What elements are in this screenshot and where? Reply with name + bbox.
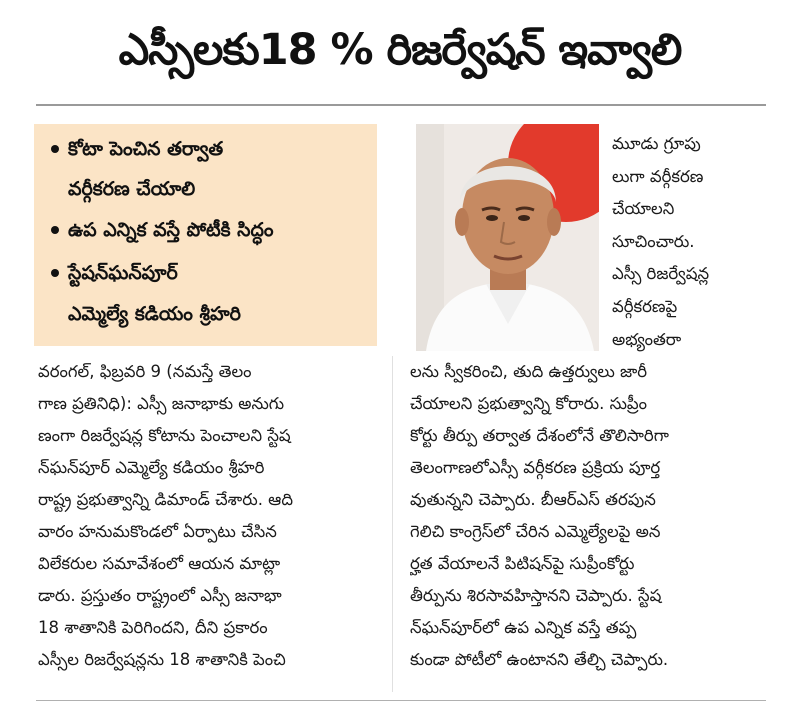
- text-line: చేయాలని: [612, 199, 675, 219]
- right-top-column: [612, 128, 762, 356]
- left-column: [38, 356, 376, 676]
- text-line: ణంగా రిజర్వేషన్ల కోటాను పెంచాలని స్టేష: [38, 426, 291, 445]
- text-line: వుతున్నని చెప్పారు. బీఆర్ఎస్ తరపున: [410, 490, 656, 509]
- highlights-box: [34, 124, 377, 346]
- portrait-photo: [416, 124, 599, 351]
- text-line: లను స్వీకరించి, తుది ఉత్తర్వులు జారీ: [410, 362, 648, 381]
- highlight-item: స్టేషన్‌ఘన్‌పూర్: [54, 260, 178, 286]
- text-line: ఎస్సీ రిజర్వేషన్ల: [612, 264, 710, 284]
- highlight-item: ఉప ఎన్నిక వస్తే పోటీకి సిద్ధం: [54, 217, 274, 243]
- highlight-item-continued: ఎమ్మెల్యే కడియం శ్రీహరి: [68, 303, 241, 325]
- text-line: రాష్ట్ర ప్రభుత్వాన్ని డిమాండ్ చేశారు. ఆది: [38, 490, 293, 509]
- headline-rule: [36, 104, 766, 106]
- text-line: న్‌ఘన్‌పూర్ ఎమ్మెల్యే కడియం శ్రీహరి: [38, 458, 265, 477]
- bullet-icon: [51, 145, 59, 153]
- text-line: కుండా పోటీలో ఉంటానని తేల్చి చెప్పారు.: [410, 650, 669, 669]
- text-line: గెలిచి కాంగ్రెస్‌లో చేరిన ఎమ్మెల్యేలపై అన: [410, 522, 661, 541]
- text-line: ఎస్సీల రిజర్వేషన్లను 18 శాతానికి పెంచి: [38, 650, 286, 669]
- text-line: చేయాలని ప్రభుత్వాన్ని కోరారు. సుప్రీం: [410, 394, 648, 413]
- bottom-rule: [36, 700, 766, 701]
- column-divider: [392, 356, 393, 692]
- text-line: సూచించారు.: [612, 231, 695, 251]
- text-line: గాణ ప్రతినిధి): ఎస్సీ జనాభాకు అనుగు: [38, 394, 285, 413]
- right-column: [410, 356, 760, 676]
- text-line: 18 శాతానికి పెరిగిందని, దీని ప్రకారం: [38, 618, 268, 637]
- text-line: డారు. ప్రస్తుతం రాష్ట్రంలో ఎస్సీ జనాభా: [38, 586, 282, 605]
- text-line: వారం హనుమకొండలో ఏర్పాటు చేసిన: [38, 522, 277, 541]
- text-line: కోర్టు తీర్పు తర్వాత దేశంలోనే తొలిసారిగా: [410, 426, 669, 445]
- text-line: అభ్యంతరా: [612, 329, 682, 349]
- text-line: మూడు గ్రూపు: [612, 134, 701, 153]
- highlight-item-continued: వర్గీకరణ చేయాలి: [68, 178, 196, 200]
- headline: ఎస్సీలకు18 % రిజర్వేషన్ ఇవ్వాలి: [118, 25, 682, 75]
- text-line: లుగా వర్గీకరణ: [612, 166, 704, 186]
- highlight-item: కోటా పెంచిన తర్వాత: [54, 136, 223, 162]
- bullet-icon: [51, 269, 59, 277]
- text-line: తీర్పును శిరసావహిస్తానని చెప్పారు. స్టేష: [410, 586, 662, 605]
- text-line: తెలంగాణలోఎస్సీ వర్గీకరణ ప్రక్రియ పూర్త: [410, 458, 661, 477]
- bullet-icon: [51, 226, 59, 234]
- text-line: వరంగల్, ఫిబ్రవరి 9 (నమస్తే తెలం: [38, 362, 252, 381]
- text-line: న్‌ఘన్‌పూర్‌లో ఉప ఎన్నిక వస్తే తప్ప: [410, 618, 637, 637]
- text-line: విలేకరుల సమావేశంలో ఆయన మాట్లా: [38, 554, 281, 573]
- text-line: ర్హత వేయాలనే పిటిషన్‌పై సుప్రీంకోర్టు: [410, 554, 635, 573]
- text-line: వర్గీకరణపై: [612, 296, 678, 316]
